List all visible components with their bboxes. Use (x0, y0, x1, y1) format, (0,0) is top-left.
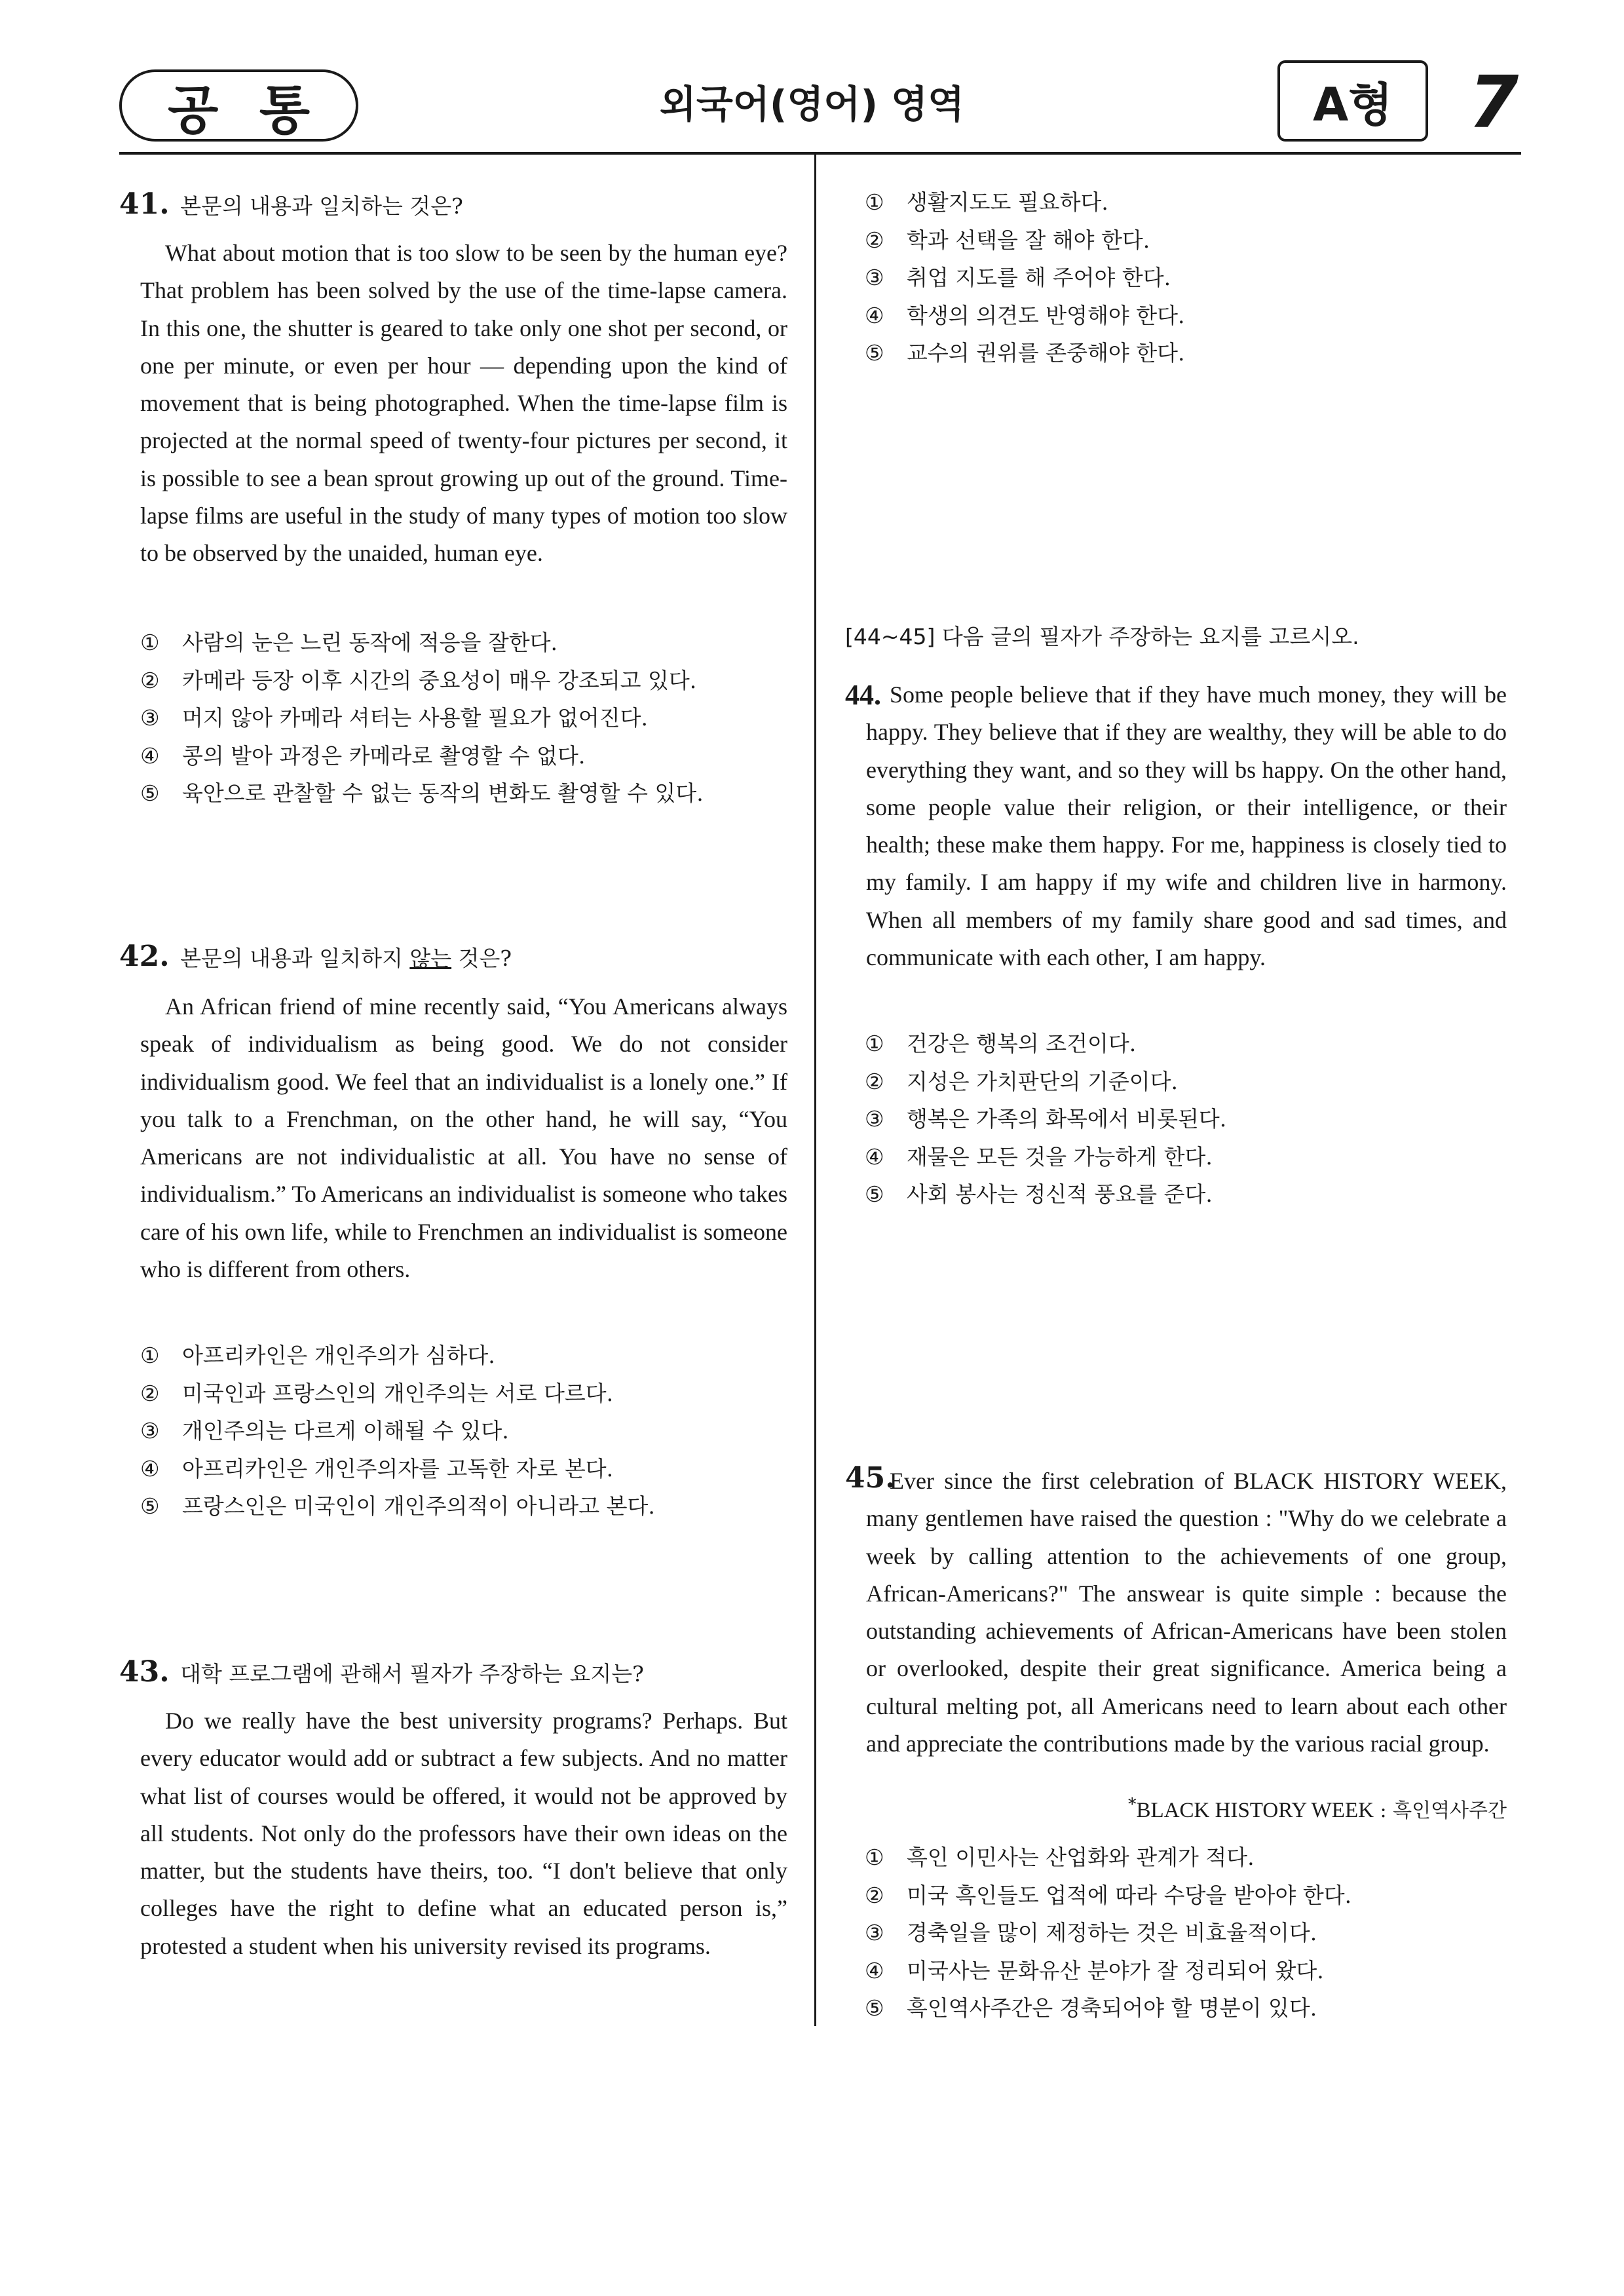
question-44-number: 44. (845, 679, 881, 711)
question-45-footnote (866, 1790, 1507, 1826)
question-45-choices (865, 1839, 1351, 2027)
question-41-passage: What about motion that is too slow to be seen by the human eye? That problem has been solved by the use of the time-lapse camera. In this one, the shutter is geared to take only one shot per second, or one per minute, or even per hour — depending upon the kind of movement that is being photographed. When the time-lapse film is projected at the normal speed of twenty-four pictures per second, it is possible to see a bean sprout growing up out of the ground. Time-lapse films are useful in the study of many types of motion too slow to be observed by the unaided, human eye. (140, 240, 787, 567)
question-42-choice-4[interactable]: ④ 아프리카인은 개인주의자를 고독한 자로 본다. (140, 1455, 614, 1482)
question-45-choice-3[interactable]: ③ 경축일을 많이 제정하는 것은 비효율적이다. (865, 1920, 1317, 1945)
question-42-heading: 42. 본문의 내용과 일치하지 않는 것은? (119, 940, 512, 973)
question-42-passage: An African friend of mine recently said, “You Americans always speak of individualism as being good. We do not consider individualism good. We feel that an individualist is a lonely one.” If you talk to a Frenchman, on the other hand, he will say, “You Americans are not individualistic at all. You have no sense of individualism.” To Americans an individualist is someone who takes care of his own life, while to Frenchmen an individualist is someone who is different from others. (140, 993, 787, 1283)
question-42-choice-2[interactable]: ② 미국인과 프랑스인의 개인주의는 서로 다르다. (140, 1380, 614, 1406)
question-44-choice-5[interactable]: ⑤ 사회 봉사는 정신적 풍요를 준다. (865, 1181, 1213, 1207)
question-44-choice-1[interactable]: ① 건강은 행복의 조건이다. (865, 1031, 1137, 1056)
question-45-choice-1[interactable]: ① 흑인 이민사는 산업화와 관계가 적다. (865, 1845, 1255, 1870)
header-divider (119, 152, 1521, 155)
question-45-choice-5[interactable]: ⑤ 흑인역사주간은 경축되어야 할 명분이 있다. (865, 1995, 1317, 2021)
question-41-heading (119, 187, 463, 221)
form-type-box (1277, 60, 1428, 142)
question-43-number: 43. (119, 1655, 170, 1689)
page-number: 7 (1468, 60, 1519, 144)
question-43-choice-2[interactable]: ② 학과 선택을 잘 해야 한다. (865, 227, 1150, 253)
question-41-choice-3[interactable]: ③ 머지 않아 카메라 셔터는 사용할 필요가 없어진다. (140, 705, 648, 731)
question-43-choice-1[interactable]: ① 생활지도도 필요하다. (865, 189, 1108, 215)
question-41-number: 41. (119, 187, 170, 221)
question-43-choice-5[interactable]: ⑤ 교수의 권위를 존중해야 한다. (865, 340, 1185, 366)
badge-char-1: 공 (168, 79, 219, 141)
question-41-choices (140, 624, 704, 813)
question-43-choices (865, 183, 1185, 372)
question-44-choices (865, 1025, 1226, 1214)
question-44-choice-2[interactable]: ② 지성은 가치판단의 기준이다. (865, 1068, 1179, 1094)
question-43-passage: Do we really have the best university programs? Perhaps. But every educator would add or subtract a few subjects. And no matter what list of courses would be offered, it would not be approved by all students. Not only do the professors have their own ideas on the matter, but the students have theirs, too. “I don't believe that only colleges have the right to define what an educated person is,” protested a student when his university revised its programs. (140, 1708, 787, 1959)
question-43-choice-3[interactable]: ③ 취업 지도를 해 주어야 한다. (865, 265, 1171, 290)
section-instruction-44-45: [44~45] 다음 글의 필자가 주장하는 요지를 고르시오. (845, 624, 1359, 649)
question-43-prompt: 대학 프로그램에 관해서 필자가 주장하는 요지는? (180, 1661, 644, 1687)
question-41-prompt: 본문의 내용과 일치하는 것은? (180, 193, 463, 219)
question-42-choice-5[interactable]: ⑤ 프랑스인은 미국인이 개인주의적이 아니라고 본다. (140, 1493, 655, 1519)
page-title: 외국어(영어) 영역 (659, 82, 965, 126)
question-42-emphasis: 않는 (409, 946, 452, 971)
question-42-choice-1[interactable]: ① 아프리카인은 개인주의가 심하다. (140, 1343, 495, 1368)
question-41-choice-1[interactable]: ① 사람의 눈은 느린 동작에 적응을 잘한다. (140, 630, 557, 655)
question-44-passage: Some people believe that if they have much money, they will be happy. They believe that if they are wealthy, they will be able to do everything they want, and so they will bs happy. On the other hand, some people value their religion, or their intelligence, or their health; these make them happy. For me, happiness is closely tied to my family. I am happy if my wife and children live in harmony. When all members of my family share good and sad times, and communicate with each other, I am happy. (866, 681, 1507, 971)
footnote-mark: * (1128, 1795, 1137, 1814)
question-45-passage: Ever since the first celebration of BLACK HISTORY WEEK, many gentlemen have raised the question : "Why do we celebrate a week by calling attention to the achievements of one group, African-Americans?" The answear is quite simple : because the outstanding achievements of African-Americans have been stolen or overlooked, despite their great significance. America being a cultural melting pot, all Americans need to learn about each other and appreciate the contributions made by the various racial group. (866, 1468, 1507, 1757)
question-42-number: 42. (119, 940, 170, 973)
form-type-label: A형 (1313, 77, 1393, 132)
question-43-choice-4[interactable]: ④ 학생의 의견도 반영해야 한다. (865, 302, 1185, 328)
question-45-choice-2[interactable]: ② 미국 흑인들도 업적에 따라 수당을 받아야 한다. (865, 1882, 1352, 1908)
badge-char-2: 통 (259, 79, 310, 141)
question-41-choice-5[interactable]: ⑤ 육안으로 관찰할 수 없는 동작의 변화도 촬영할 수 있다. (140, 780, 704, 806)
question-44-choice-3[interactable]: ③ 행복은 가족의 화목에서 비롯된다. (865, 1106, 1227, 1132)
question-42-choice-3[interactable]: ③ 개인주의는 다르게 이해될 수 있다. (140, 1418, 509, 1444)
question-41-choice-2[interactable]: ② 카메라 등장 이후 시간의 중요성이 매우 강조되고 있다. (140, 667, 697, 693)
column-divider (814, 152, 816, 2026)
question-44-choice-4[interactable]: ④ 재물은 모든 것을 가능하게 한다. (865, 1143, 1213, 1170)
question-45-choice-4[interactable]: ④ 미국사는 문화유산 분야가 잘 정리되어 왔다. (865, 1957, 1324, 1983)
question-42-choices (140, 1337, 655, 1525)
question-45-number: 45. (845, 1461, 896, 1495)
footnote-gloss: : 흑인역사주간 (1373, 1799, 1507, 1822)
question-41-choice-4[interactable]: ④ 콩의 발아 과정은 카메라로 촬영할 수 없다. (140, 742, 586, 769)
question-43-heading (119, 1655, 644, 1689)
footnote-term: BLACK HISTORY WEEK (1136, 1799, 1374, 1822)
